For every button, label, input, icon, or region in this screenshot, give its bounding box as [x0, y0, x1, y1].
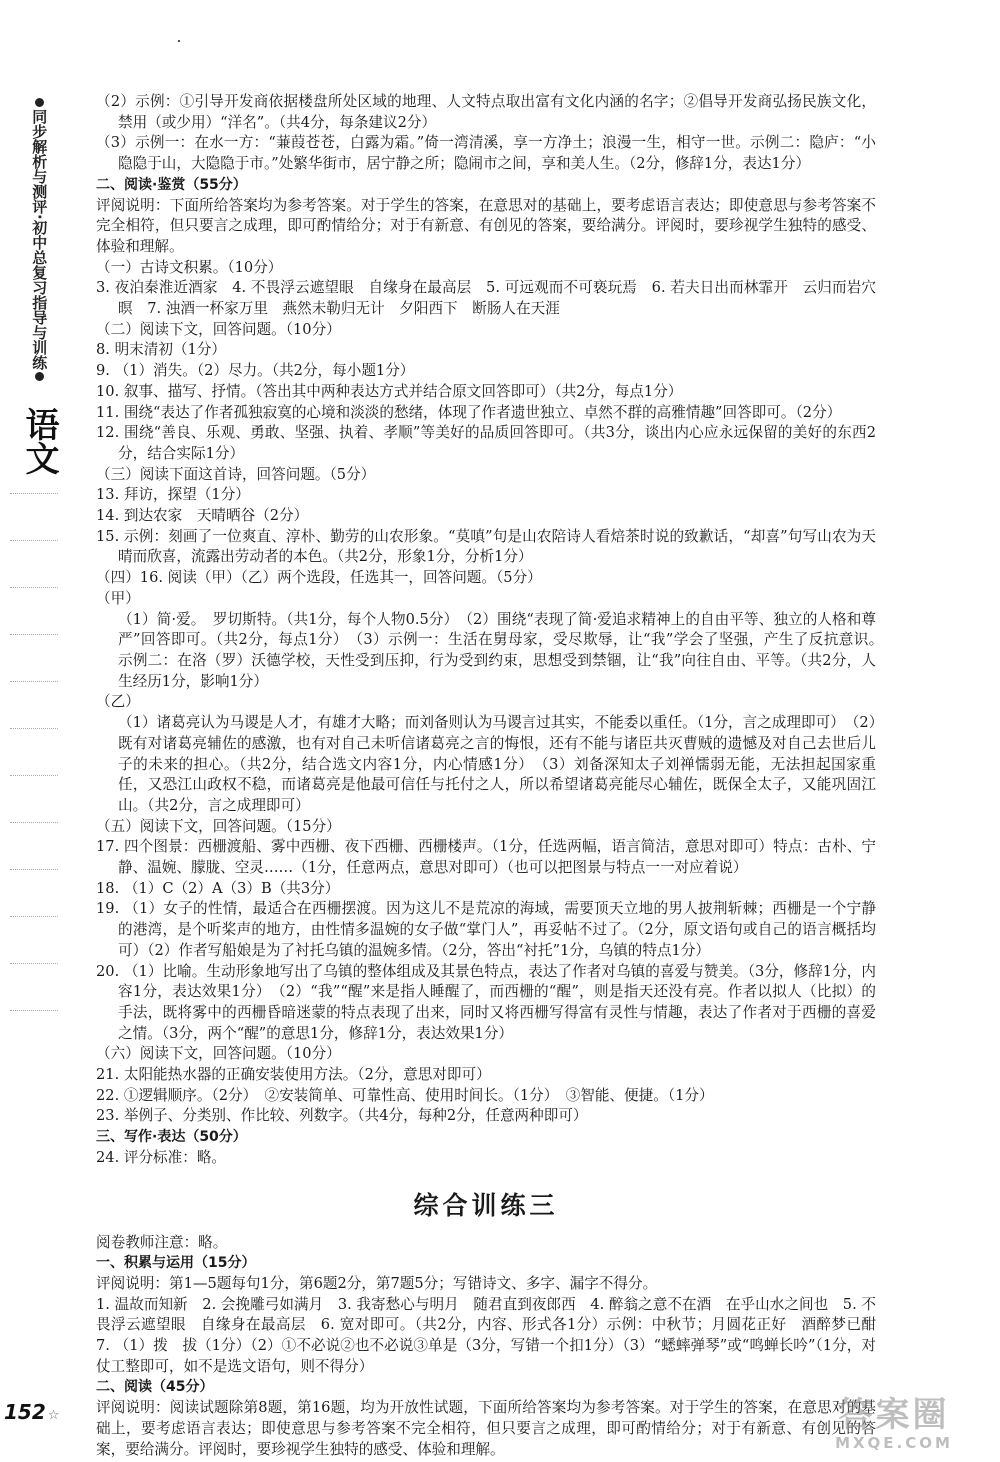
paragraph: 19. （1）女子的性情，最适合在西栅摆渡。因为这儿不是荒凉的海域，需要顶天立地的男人披荆斩棘；西栅是一个宁静的港湾，是个听桨声的地方，由性情多温婉的女子做“掌门人”，再妥帖不过了。（2分，原文语句或自己的语言概括均可）（2）作者写船娘是为了衬托乌镇的温婉多情。（2分，答出“衬托”1分，乌镇的特点1分） — [96, 900, 876, 959]
subject-label: 语文 — [19, 406, 59, 475]
answer-text — [96, 92, 891, 1460]
section-heading: 一、积累与运用（15分） — [96, 1255, 256, 1272]
subsection-heading: （三）阅读下面这首诗，回答问题。（5分） — [96, 465, 376, 483]
paragraph: 13. 拜访，探望（1分） — [96, 486, 250, 504]
paragraph: 21. 太阳能热水器的正确安装使用方法。（2分，意思对即可） — [96, 1066, 491, 1084]
bullet-dot-icon — [35, 98, 44, 107]
section-heading: 三、写作·表达（50分） — [96, 1129, 247, 1146]
section-title: 综合训练三 — [413, 1190, 559, 1220]
watermark — [806, 1396, 982, 1458]
paragraph: （乙） — [96, 693, 140, 711]
section-heading: 二、阅读·鉴赏（55分） — [96, 176, 247, 193]
paragraph: 8. 明末清初（1分） — [96, 341, 227, 359]
scan-speck — [178, 40, 180, 42]
series-title: 同步解析与测评·初中总复习指导与训练 — [30, 109, 49, 370]
sidebar — [19, 96, 59, 1057]
bullet-dot-icon — [35, 372, 44, 381]
paragraph: 评阅说明：下面所给答案均为参考答案。对于学生的答案，在意思对的基础上，要考虑语言表达；即使意思与参考答案不完全相符，但只要言之成理，即可酌情给分；对于有新意、有创见的答案，要给满分。评阅时，要珍视学生独特的感受、体验和理解。 — [96, 196, 876, 255]
paragraph: 评阅说明：第1—5题每句1分，第6题2分，第7题5分；写错诗文、多字、漏字不得分。 — [96, 1274, 658, 1292]
paragraph: （1）诸葛亮认为马谡是人才，有雄才大略；而刘备则认为马谡言过其实，不能委以重任。（1分，言之成理即可） （2）既有对诸葛亮辅佐的感激，也有对自己未听信诸葛亮之言的悔恨，还有不能与诸臣共灭曹贼的遗憾及对自己去世后儿子的未来的担心。（共2分，结合选文内容1分，内心情感1分） （3）刘备深知太子刘禅懦弱无能，无法担起国家重任，又恐江山政权不稳，而诸葛亮是他最可信任与托付之人，所以希望诸葛亮能尽心辅佐，既保全太子，又能巩固江山。（共2分，言之成理即可） — [118, 714, 876, 814]
paragraph: 9. （1）消失。（2）尽力。（共2分，每小题1分） — [96, 362, 415, 380]
margin-rules — [10, 493, 58, 1057]
paragraph: （2）示例：①引导开发商依据楼盘所处区域的地理、人文特点取出富有文化内涵的名字；②倡导开发商弘扬民族文化，禁用（或少用）“洋名”。（共4分，每条建议2分） — [96, 93, 876, 131]
subsection-heading: （一）古诗文积累。（10分） — [96, 258, 283, 276]
paragraph: 15. 示例：刻画了一位爽直、淳朴、勤劳的山农形象。“莫嗔”句是山农陪诗人看焙茶时说的致歉话，“却喜”句写山农为天晴而欣喜，流露出劳动者的本色。（共2分，形象1分，分析1分） — [96, 527, 876, 566]
paragraph: 阅卷教师注意：略。 — [96, 1233, 228, 1251]
page-number — [4, 1400, 59, 1424]
section-heading: 二、阅读（45分） — [96, 1379, 214, 1396]
paragraph: 20. （1）比喻。生动形象地写出了乌镇的整体组成及其景色特点，表达了作者对乌镇的喜爱与赞美。（3分，修辞1分，内容1分，表达效果1分） （2）“我”“醒”来是指人睡醒了，而西栅的“醒”，则是指天还没有亮。作者以拟人（比拟）的手法，既将雾中的西栅昏暗迷蒙的特点表现了出来，同时又将西栅写得富有灵性与情趣，表达了作者对于西栅的喜爱之情。（3分，两个“醒”的意思1分，修辞1分，表达效果1分） — [96, 962, 876, 1042]
subsection-heading: （五）阅读下文，回答问题。（15分） — [96, 817, 341, 835]
paragraph: 11. 围绕“表达了作者孤独寂寞的心境和淡淡的愁绪，体现了作者遗世独立、卓然不群的高雅情趣”回答即可。（2分） — [96, 403, 842, 421]
paragraph: 24. 评分标准：略。 — [96, 1148, 227, 1166]
paragraph: 17. 四个图景：西栅渡船、雾中西栅、夜下西栅、西栅楼声。（1分，任选两幅，语言简洁，意思对即可）特点：古朴、宁静、温婉、朦胧、空灵……（1分，任意两点，意思对即可）（也可以把图景与特点一一对应着说） — [96, 838, 876, 877]
paragraph: 18. （1）C（2）A（3）B（共3分） — [96, 879, 340, 897]
paragraph: 10. 叙事、描写、抒情。（答出其中两种表达方式并结合原文回答即可）（共2分，每点1分） — [96, 382, 683, 400]
paragraph: 22. ①逻辑顺序。（2分） ②安装简单、可靠性高、使用时间长。（1分） ③智能、便捷。（1分） — [96, 1086, 714, 1104]
paragraph: （3）示例一：在水一方：“蒹葭苍苍，白露为霜。”倚一湾清溪，享一方净土；浪漫一生，相守一世。示例二：隐庐：“小隐隐于山，大隐隐于市。”处繁华街市，居宁静之所；隐闹市之间，享和美人生。（2分，修辞1分，表达1分） — [96, 134, 876, 173]
paragraph: 12. 围绕“善良、乐观、勇敢、坚强、执着、孝顺”等美好的品质回答即可。（共3分，谈出内心应永远保留的美好的东西2分，结合实际1分） — [96, 424, 876, 462]
watermark-url: MXQE.COM — [835, 1434, 953, 1452]
paragraph: 23. 举例子、分类别、作比较、列数字。（共4分，每种2分，任意两种即可） — [96, 1107, 588, 1125]
page-number-text: 152 — [4, 1400, 46, 1424]
paragraph: 14. 到达农家 天晴晒谷（2分） — [96, 507, 309, 525]
paragraph: 评阅说明：阅读试题除第8题，第16题，均为开放性试题，下面所给答案均为参考答案。对于学生的答案，在意思对的基础上，要考虑语言表达；即使意思与参考答案不完全相符，但只要言之成理，即可酌情给分；对于有新意、有创见的答案，要给满分。评阅时，要珍视学生独特的感受、体验和理解。 — [96, 1399, 876, 1458]
subsection-heading: （六）阅读下文，回答问题。（10分） — [96, 1045, 341, 1063]
subsection-heading: （四）16. 阅读（甲）（乙）两个选段，任选其一，回答问题。（5分） — [96, 569, 542, 587]
star-icon: ☆ — [47, 1408, 60, 1423]
paragraph: （甲） — [96, 589, 140, 607]
subsection-heading: （二）阅读下文，回答问题。（10分） — [96, 320, 341, 338]
paragraph: 1. 温故而知新 2. 会挽雕弓如满月 3. 我寄愁心与明月 随君直到夜郎西 4. 醉翁之意不在酒 在乎山水之间也 5. 不畏浮云遮望眼 自缘身在最高层 6. 宽对即可。（共2分，内容、形式各1分）示例：中秋节；月圆花正好 酒醉梦已酣 7. （1）拨 拔（1分）（2）①不必说②也不必说③单是（3分，写错一个扣1分）（3）“蟋蟀弹琴”或“鸣蝉长吟”（1分，对仗工整即可，如不是选文语句，则不得分） — [96, 1295, 891, 1375]
watermark-logo: 答案圈 — [838, 1395, 950, 1435]
paragraph: （1）简·爱。 罗切斯特。（共1分，每个人物0.5分） （2）围绕“表现了简·爱追求精神上的自由平等、独立的人格和尊严”回答即可。（共2分，每点1分） （3）示例一：生活在舅母家，受尽欺辱，让“我”学会了坚强，产生了反抗意识。 示例二：在洛（罗）沃德学校，天性受到压抑，行为受到约束，思想受到禁锢，让“我”向往自由、平等。（共2分，人生经历1分，影响1分） — [118, 610, 891, 690]
paragraph: 3. 夜泊秦淮近酒家 4. 不畏浮云遮望眼 自缘身在最高层 5. 可远观而不可亵玩焉 6. 若夫日出而林霏开 云归而岩穴暝 7. 浊酒一杯家万里 燕然未勒归无计 夕阳西下 断肠人在天涯 — [96, 279, 876, 318]
